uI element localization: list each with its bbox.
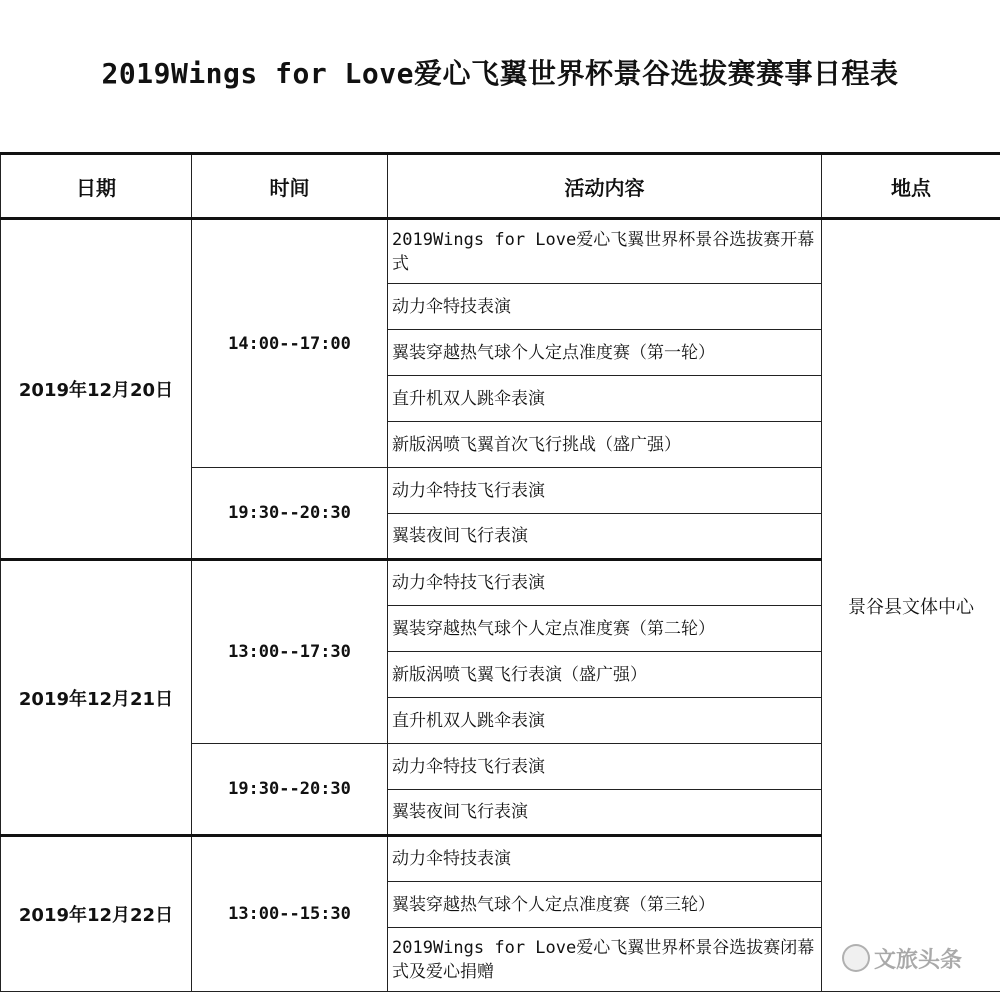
activity-cell: 动力伞特技飞行表演 bbox=[388, 468, 822, 514]
activity-cell: 动力伞特技飞行表演 bbox=[388, 560, 822, 606]
activity-cell: 2019Wings for Love爱心飞翼世界杯景谷选拔赛闭幕式及爱心捐赠 bbox=[388, 928, 822, 992]
watermark-logo-icon bbox=[842, 944, 870, 972]
schedule-table bbox=[0, 152, 1000, 992]
time-cell: 14:00--17:00 bbox=[192, 219, 388, 468]
activity-cell: 动力伞特技飞行表演 bbox=[388, 744, 822, 790]
activity-cell: 翼装夜间飞行表演 bbox=[388, 514, 822, 560]
activity-cell: 直升机双人跳伞表演 bbox=[388, 698, 822, 744]
page-title: 2019Wings for Love爱心飞翼世界杯景谷选拔赛赛事日程表 bbox=[101, 57, 899, 90]
activity-cell: 动力伞特技表演 bbox=[388, 836, 822, 882]
header-time: 时间 bbox=[192, 154, 388, 219]
date-cell: 2019年12月20日 bbox=[1, 219, 192, 560]
table-row bbox=[1, 219, 1000, 284]
watermark-text: 文旅头条 bbox=[874, 947, 963, 973]
header-activity: 活动内容 bbox=[388, 154, 822, 219]
header-location: 地点 bbox=[822, 154, 1000, 219]
watermark bbox=[842, 938, 992, 978]
location-cell: 景谷县文体中心 bbox=[822, 219, 1000, 992]
date-cell: 2019年12月21日 bbox=[1, 560, 192, 836]
activity-cell: 翼装夜间飞行表演 bbox=[388, 790, 822, 836]
activity-cell: 2019Wings for Love爱心飞翼世界杯景谷选拔赛开幕式 bbox=[388, 219, 822, 284]
time-cell: 13:00--17:30 bbox=[192, 560, 388, 744]
header-row bbox=[1, 154, 1000, 219]
time-cell: 19:30--20:30 bbox=[192, 468, 388, 560]
activity-cell: 直升机双人跳伞表演 bbox=[388, 376, 822, 422]
time-cell: 13:00--15:30 bbox=[192, 836, 388, 992]
activity-cell: 新版涡喷飞翼首次飞行挑战（盛广强） bbox=[388, 422, 822, 468]
date-cell: 2019年12月22日 bbox=[1, 836, 192, 992]
activity-cell: 翼装穿越热气球个人定点准度赛（第二轮） bbox=[388, 606, 822, 652]
activity-cell: 动力伞特技表演 bbox=[388, 284, 822, 330]
activity-cell: 翼装穿越热气球个人定点准度赛（第一轮） bbox=[388, 330, 822, 376]
header-date: 日期 bbox=[1, 154, 192, 219]
time-cell: 19:30--20:30 bbox=[192, 744, 388, 836]
activity-cell: 新版涡喷飞翼飞行表演（盛广强） bbox=[388, 652, 822, 698]
activity-cell: 翼装穿越热气球个人定点准度赛（第三轮） bbox=[388, 882, 822, 928]
